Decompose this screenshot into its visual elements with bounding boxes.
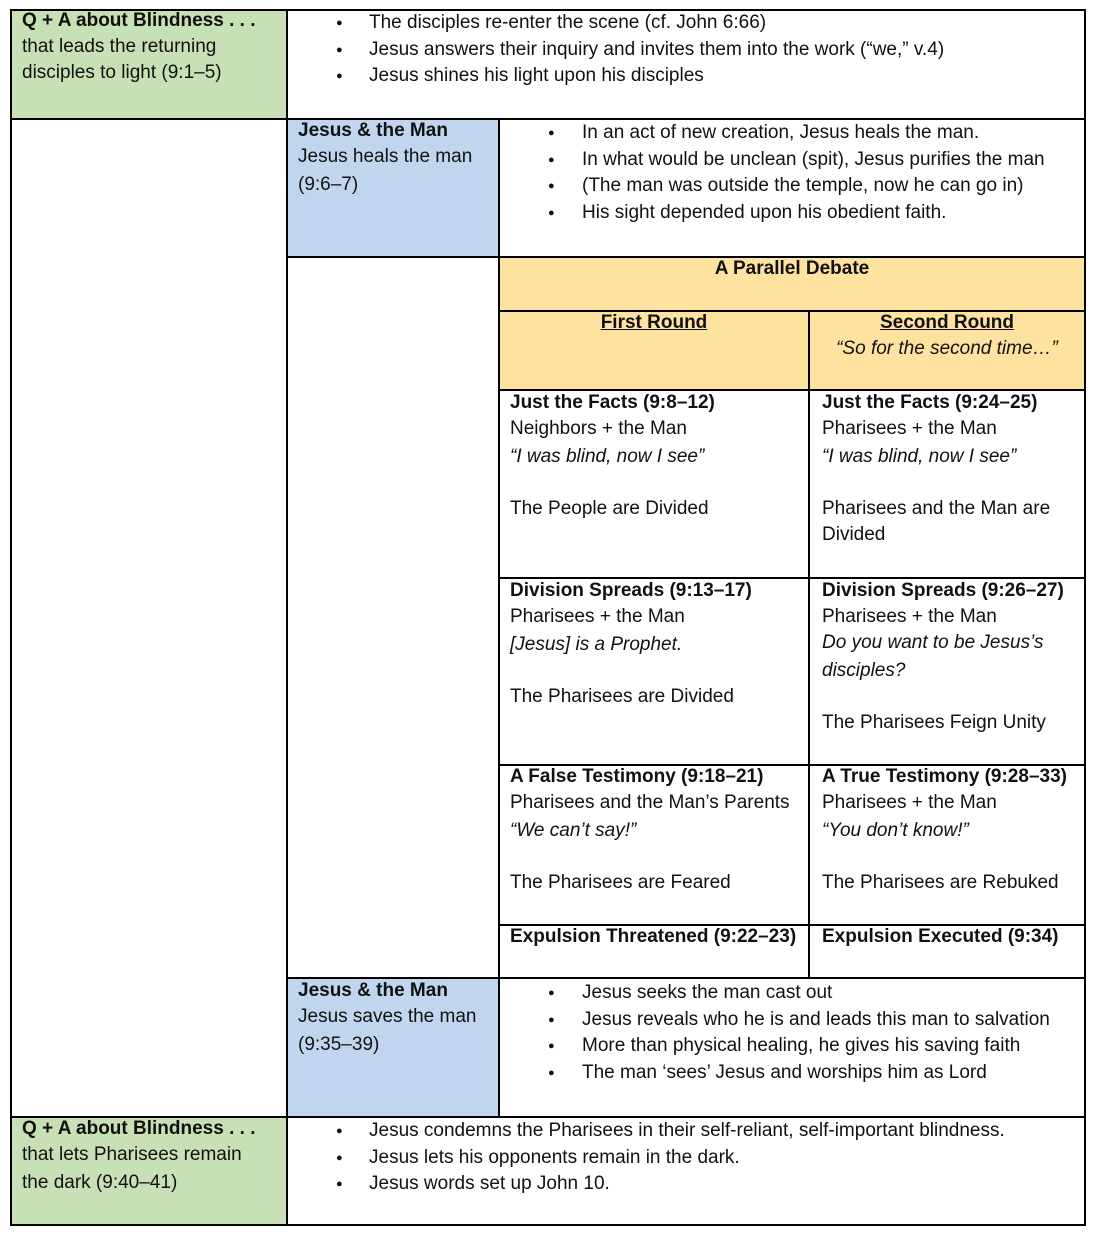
list-item: ● Jesus shines his light upon his disciples [369, 63, 944, 90]
row1-left-heading: Just the Facts (9:8–12) [510, 392, 715, 413]
section4-bullet-list [369, 1118, 1005, 1198]
row2-right-who: Pharisees + the Man [822, 606, 997, 627]
row1-left-quote: “I was blind, now I see” [510, 446, 705, 467]
list-item: ● His sight depended upon his obedient faith. [582, 200, 1045, 227]
section3-bullet-list [582, 980, 1050, 1086]
row1-right-result-line-2: Divided [822, 524, 886, 545]
row2-left-who: Pharisees + the Man [510, 606, 685, 627]
list-item: ● (The man was outside the temple, now he can go in) [582, 173, 1045, 200]
first-round-heading: First Round [600, 312, 708, 333]
row2-left-heading: Division Spreads (9:13–17) [510, 580, 752, 601]
row1-right-result-line-1: Pharisees and the Man are [822, 498, 1051, 519]
row1-left-who: Neighbors + the Man [510, 418, 687, 439]
row1-left-result: The People are Divided [510, 498, 709, 519]
section4-label-line-1: that lets Pharisees remain [22, 1144, 242, 1165]
row3-right-who: Pharisees + the Man [822, 792, 997, 813]
list-item: ● Jesus words set up John 10. [369, 1171, 1005, 1198]
section1-label-title: Q + A about Blindness . . . [22, 10, 256, 31]
section1-bullet-list [369, 10, 944, 90]
row1-right-quote: “I was blind, now I see” [822, 446, 1017, 467]
expulsion-left: Expulsion Threatened (9:22–23) [510, 926, 797, 947]
row3-left-heading: A False Testimony (9:18–21) [510, 766, 764, 787]
list-item: ● The disciples re-enter the scene (cf. John 6:66) [369, 10, 944, 37]
list-item: ● In an act of new creation, Jesus heals the man. [582, 120, 1045, 147]
list-item: ● Jesus seeks the man cast out [582, 980, 1050, 1007]
second-round-quote: “So for the second time…” [836, 338, 1058, 359]
row1-right-heading: Just the Facts (9:24–25) [822, 392, 1038, 413]
row2-left-quote: [Jesus] is a Prophet. [510, 634, 683, 655]
expulsion-right: Expulsion Executed (9:34) [822, 926, 1059, 947]
section3-label-line-1: Jesus saves the man [298, 1006, 477, 1027]
section1-label-line-1: that leads the returning [22, 36, 217, 57]
row2-right-quote-line-2: disciples? [822, 660, 906, 681]
row3-right-result: The Pharisees are Rebuked [822, 872, 1059, 893]
row3-left-who: Pharisees and the Man’s Parents [510, 792, 790, 813]
debate-title: A Parallel Debate [714, 258, 870, 279]
row3-right-heading: A True Testimony (9:28–33) [822, 766, 1067, 787]
section3-label-title: Jesus & the Man [298, 980, 448, 1001]
list-item: ● Jesus answers their inquiry and invites them into the work (“we,” v.4) [369, 37, 944, 64]
row1-right-who: Pharisees + the Man [822, 418, 997, 439]
row2-right-heading: Division Spreads (9:26–27) [822, 580, 1064, 601]
section2-label-line-1: Jesus heals the man [298, 146, 473, 167]
list-item: ● More than physical healing, he gives his saving faith [582, 1033, 1050, 1060]
row3-left-result: The Pharisees are Feared [510, 872, 731, 893]
list-item: ● The man ‘sees’ Jesus and worships him as Lord [582, 1060, 1050, 1087]
section2-bullet-list [582, 120, 1045, 226]
row3-right-quote: “You don’t know!” [822, 820, 969, 841]
second-round-heading: Second Round [879, 312, 1015, 333]
row3-left-quote: “We can’t say!” [510, 820, 637, 841]
list-item: ● Jesus condemns the Pharisees in their self-reliant, self-important blindness. [369, 1118, 1005, 1145]
list-item: ● In what would be unclean (spit), Jesus purifies the man [582, 147, 1045, 174]
list-item: ● Jesus reveals who he is and leads this man to salvation [582, 1007, 1050, 1034]
list-item: ● Jesus lets his opponents remain in the dark. [369, 1145, 1005, 1172]
row2-right-result: The Pharisees Feign Unity [822, 712, 1046, 733]
section2-label-line-2: (9:6–7) [298, 174, 359, 195]
row2-right-quote-line-1: Do you want to be Jesus’s [822, 632, 1044, 653]
section1-label-line-2: disciples to light (9:1–5) [22, 62, 222, 83]
section3-label-line-2: (9:35–39) [298, 1034, 380, 1055]
section4-label-line-2: the dark (9:40–41) [22, 1172, 178, 1193]
row2-left-result: The Pharisees are Divided [510, 686, 734, 707]
section2-label-title: Jesus & the Man [298, 120, 448, 141]
section4-label-title: Q + A about Blindness . . . [22, 1118, 256, 1139]
